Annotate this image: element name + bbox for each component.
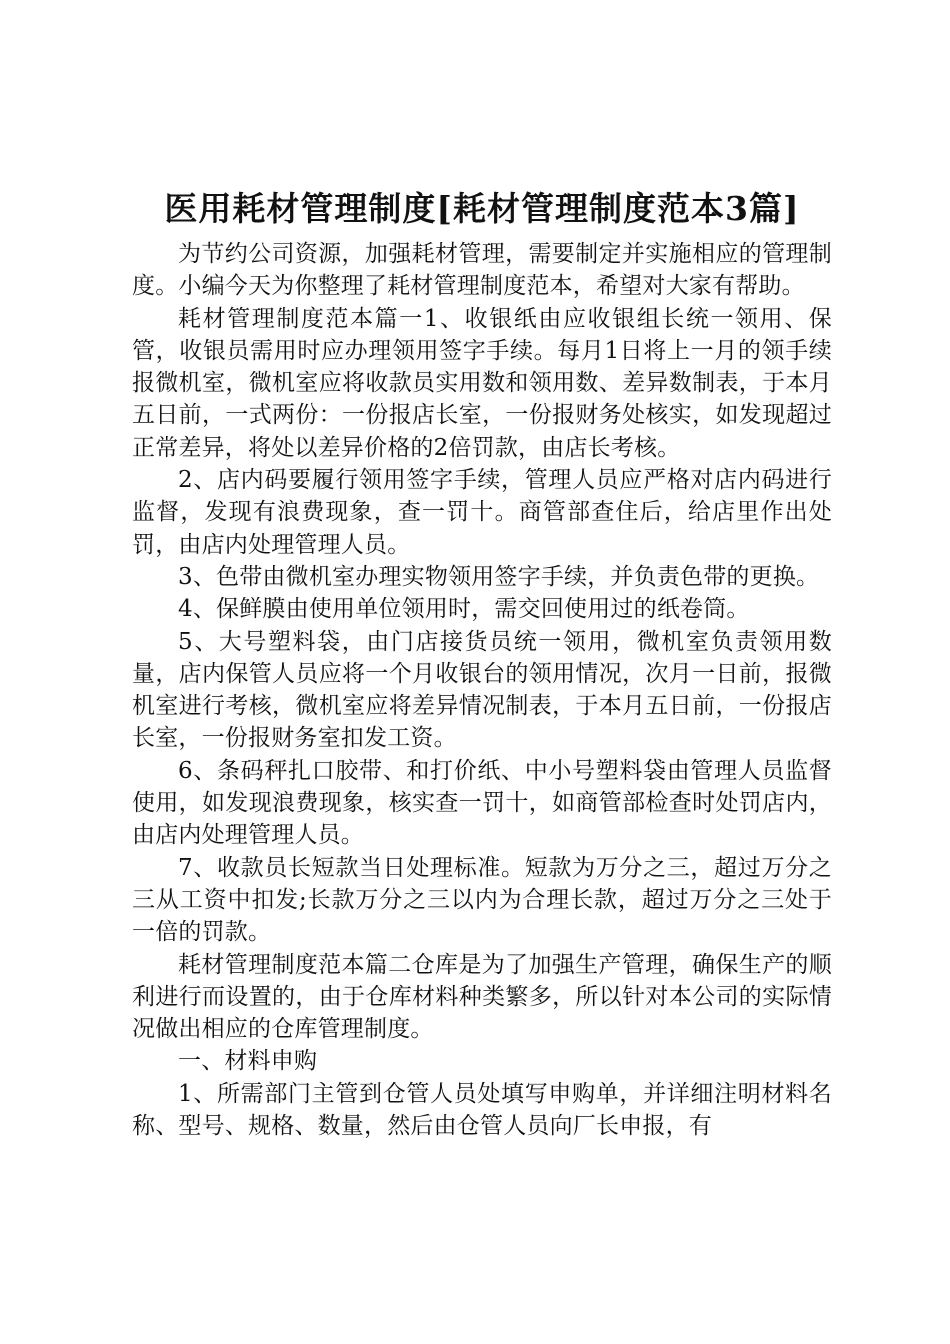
paragraph-template-2-intro: 耗材管理制度范本篇二仓库是为了加强生产管理，确保生产的顺利进行而设置的，由于仓库材料种类繁多，所以针对本公司的实际情况做出相应的仓库管理制度。 (132, 951, 832, 1043)
paragraph-purchase-item-1: 1、所需部门主管到仓管人员处填写申购单，并详细注明材料名称、型号、规格、数量，然后由仓管人员向厂长申报，有 (132, 1080, 832, 1140)
document-title: 医用耗材管理制度[耗材管理制度范本3篇] (164, 189, 800, 228)
paragraph-item-7: 7、收款员长短款当日处理标准。短款为万分之三，超过万分之三从工资中扣发;长款万分之三以内为合理长款，超过万分之三处于一倍的罚款。 (132, 854, 832, 946)
section-heading-material-purchase: 一、材料申购 (178, 1048, 318, 1075)
paragraph-item-4: 4、保鲜膜由使用单位领用时，需交回使用过的纸卷筒。 (178, 596, 750, 623)
paragraph-item-2: 2、店内码要履行领用签字手续，管理人员应严格对店内码进行监督，发现有浪费现象，查一罚十。商管部查住后，给店里作出处罚，由店内处理管理人员。 (132, 467, 832, 558)
paragraph-item-3: 3、色带由微机室办理实物领用签字手续，并负责色带的更换。 (178, 563, 820, 590)
paragraph-intro: 为节约公司资源，加强耗材管理，需要制定并实施相应的管理制度。小编今天为你整理了耗材管理制度范本，希望对大家有帮助。 (132, 241, 832, 300)
paragraph-item-6: 6、条码秤扎口胶带、和打价纸、中小号塑料袋由管理人员监督使用，如发现浪费现象，核实查一罚十，如商管部检查时处罚店内，由店内处理管理人员。 (132, 757, 832, 849)
paragraph-item-5: 5、大号塑料袋，由门店接货员统一领用，微机室负责领用数量，店内保管人员应将一个月收银台的领用情况，次月一日前，报微机室进行考核，微机室应将差异情况制表，于本月五日前，一份报店长室，一份报财务室扣发工资。 (132, 628, 832, 752)
document-page (132, 186, 832, 1142)
paragraph-template-1-item-1: 耗材管理制度范本篇一1、收银纸由应收银组长统一领用、保管，收银员需用时应办理领用签字手续。每月1日将上一月的领手续报微机室，微机室应将收款员实用数和领用数、差异数制表，于本月五日前，一式两份：一份报店长室，一份报财务处核实，如发现超过正常差异，将处以差异价格的2倍罚款，由店长考核。 (132, 305, 832, 461)
